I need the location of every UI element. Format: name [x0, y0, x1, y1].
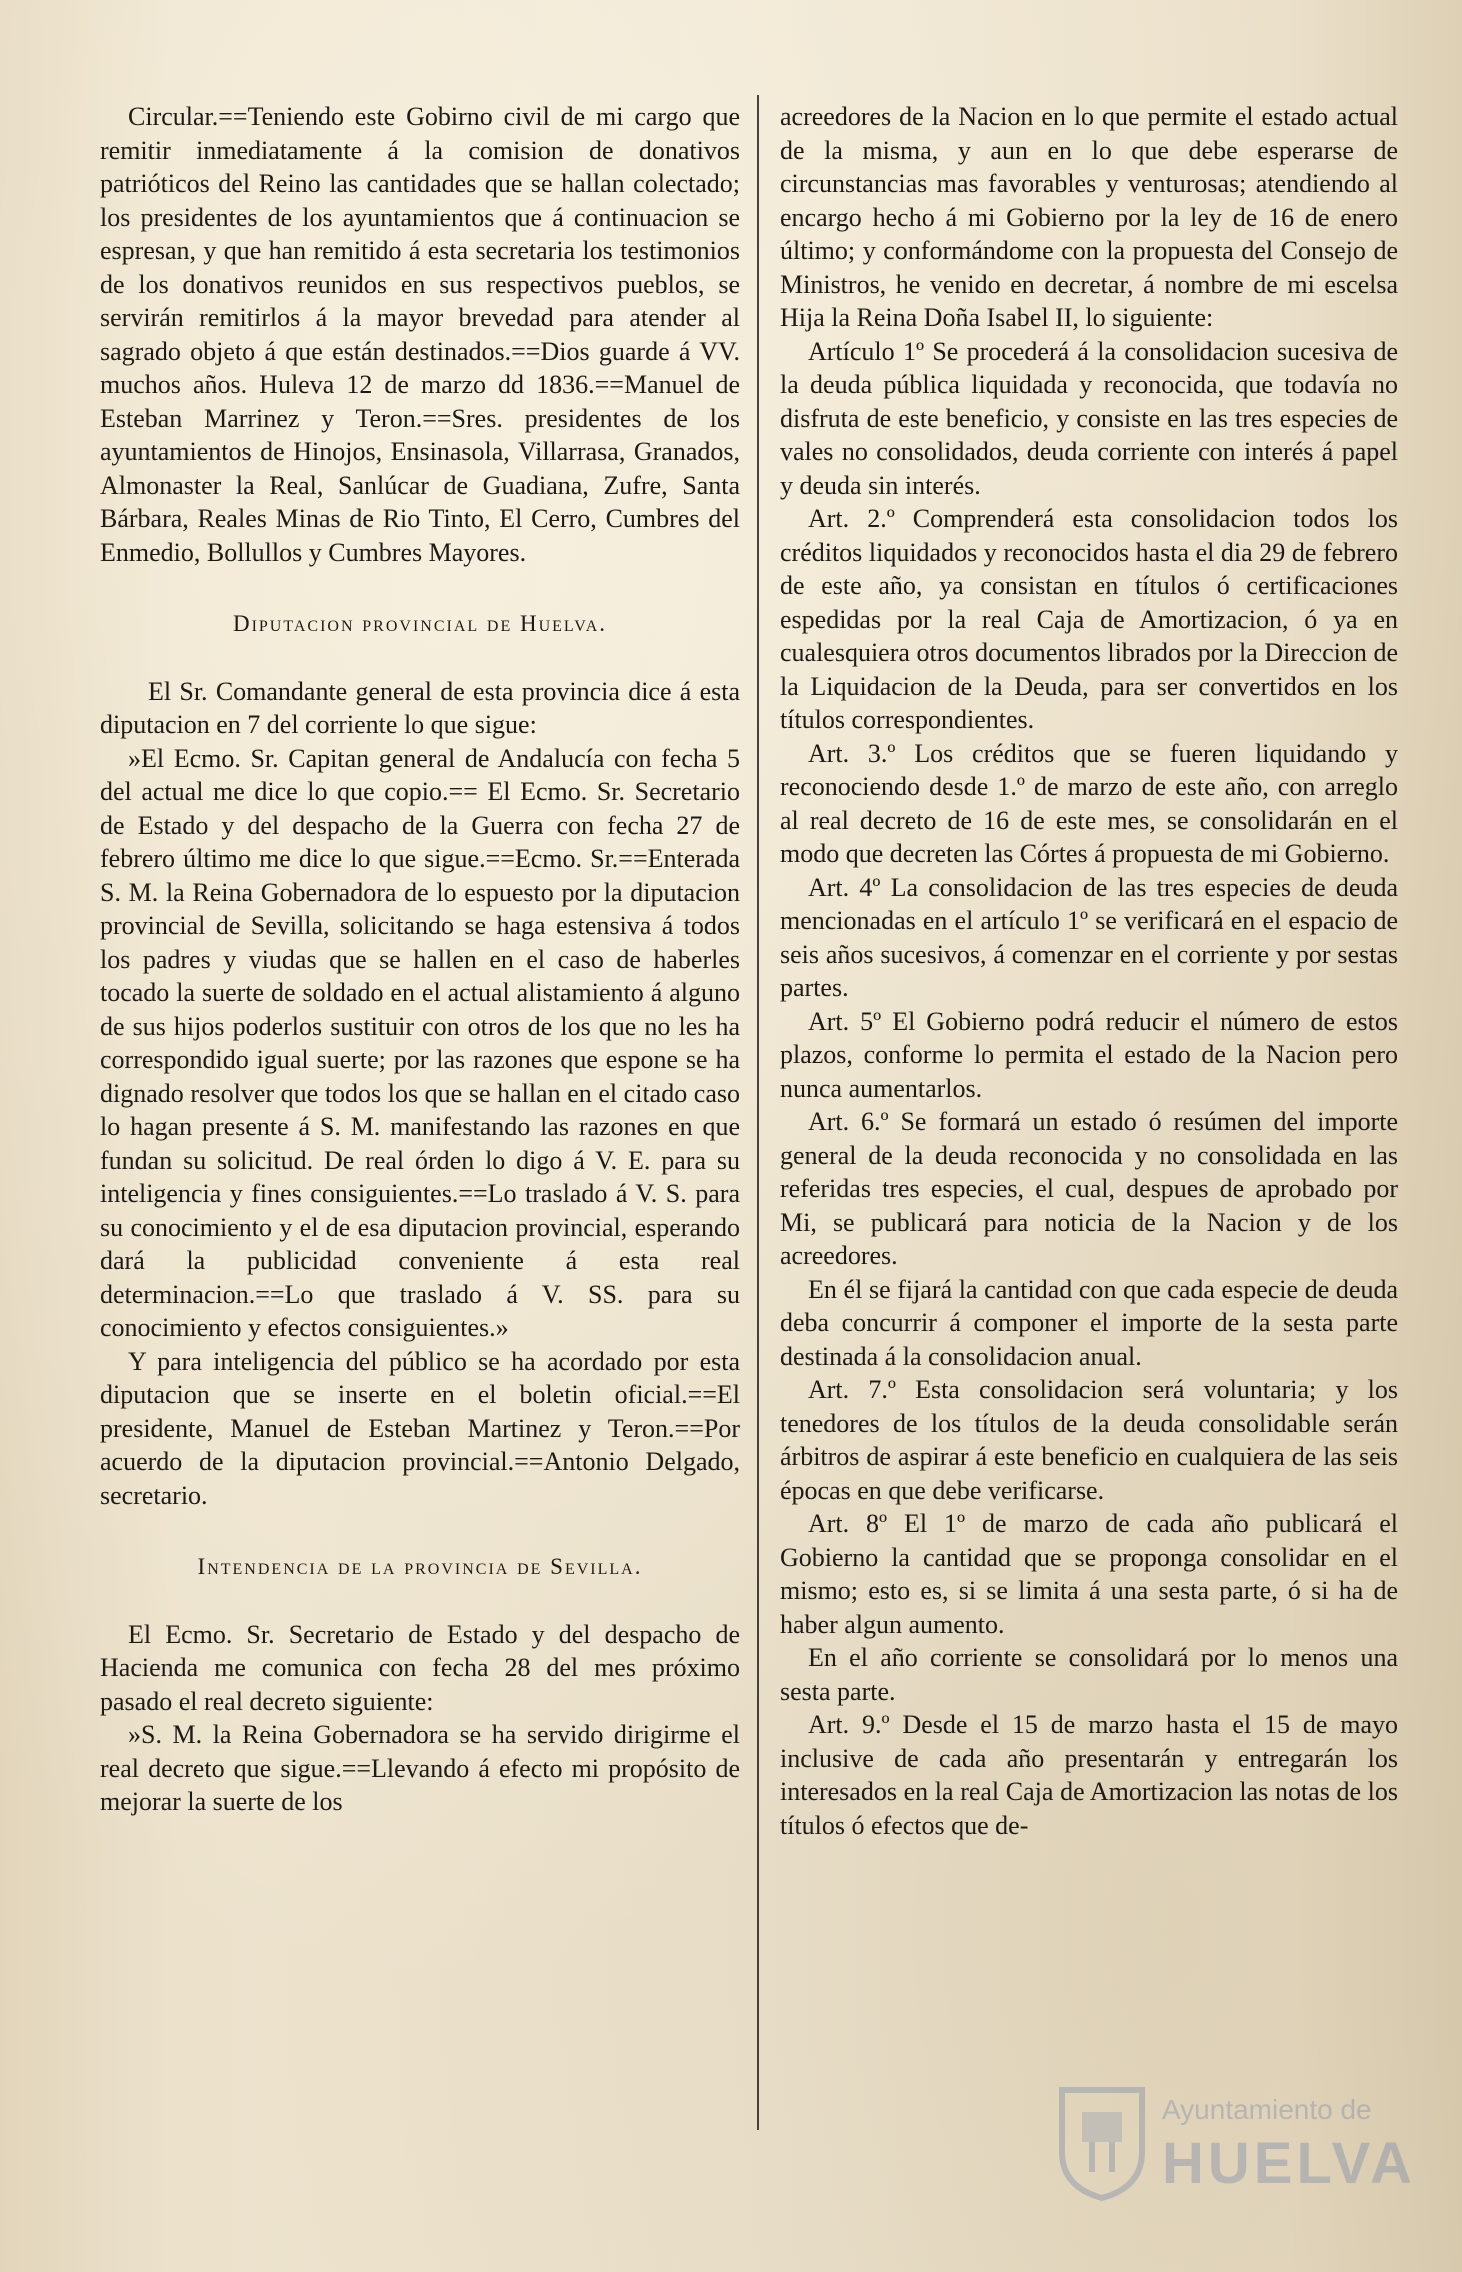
left-column — [100, 100, 740, 2110]
circular-paragraph: Circular.==Teniendo este Gobirno civil de mi cargo que remitir inmediatamente á la comision de donativos patrióticos del Reino las cantidades que se hallan colectado; los presidentes de los ayuntamientos que á continuacion se espresan, y que han remitido á esta secretaria los testimonios de los donativos reunidos en sus respectivos pueblos, se servirán remitirlos á la mayor brevedad para atender al sagrado objeto á que están destinados.==Dios guarde á VV. muchos años. Huleva 12 de marzo dd 1836.==Manuel de Esteban Marrinez y Teron.==Sres. presidentes de los ayuntamientos de Hinojos, Ensinasola, Villarrasa, Granados, Almonaster la Real, Sanlúcar de Guadiana, Zufre, Santa Bárbara, Reales Minas de Rio Tinto, El Cerro, Cumbres del Enmedio, Bollullos y Cumbres Mayores. — [100, 102, 740, 567]
diputacion-intro: El Sr. Comandante general de esta provincia dice á esta diputacion en 7 del corriente lo que sigue: — [100, 676, 740, 739]
article-8: Art. 8º El 1º de marzo de cada año publicará el Gobierno la cantidad que se proponga consolidar en el mismo; esto es, si se limita á una sesta parte, ó si ha de haber algun aumento. — [780, 1509, 1398, 1639]
article-1: Artículo 1º Se procederá á la consolidacion sucesiva de la deuda pública liquidada y reconocida, que todavía no disfruta de este beneficio, y consiste en las tres especies de vales no consolidados, deuda corriente con interés á papel y deuda sin interés. — [780, 336, 1398, 500]
article-9: Art. 9.º Desde el 15 de marzo hasta el 15 de mayo inclusive de cada año presentarán y entregarán los interesados en la real Caja de Amortizacion las notas de los títulos ó efectos que de- — [780, 1710, 1398, 1840]
heading-diputacion: Diputacion provincial de Huelva. — [232, 611, 608, 636]
diputacion-body: »El Ecmo. Sr. Capitan general de Andalucía con fecha 5 del actual me dice lo que copio.== El Ecmo. Sr. Secretario de Estado y del despacho de la Guerra con fecha 27 de febrero último me dice lo que sigue.==Ecmo. Sr.==Enterada S. M. la Reina Gobernadora de lo espuesto por la diputacion provincial de Sevilla, solicitando se haga estensiva á todos los padres y viudas que se hallen en el caso de haberles tocado la suerte de soldado en el actual alistamiento á alguno de sus hijos poderlos sustituir con otros de los que no les ha correspondido igual suerte; por las razones que espone se ha dignado resolver que todos los que se hallan en el citado caso lo hagan presente á S. M. manifestando las razones en que fundan su solicitud. De real órden lo digo á V. E. para su inteligencia y fines consiguientes.==Lo traslado á V. S. para su conocimiento y el de esa diputacion provincial, esperando dará la publicidad conveniente á esta real determinacion.==Lo que traslado á V. SS. para su conocimiento y efectos consiguientes.» — [100, 743, 740, 1342]
intendencia-body: »S. M. la Reina Gobernadora se ha servido dirigirme el real decreto que sigue.==Llevando á efecto mi propósito de mejorar la suerte de los — [100, 1720, 740, 1816]
diputacion-close: Y para inteligencia del público se ha acordado por esta diputacion que se inserte en el boletin oficial.==El presidente, Manuel de Esteban Martinez y Teron.==Por acuerdo de la diputacion provincial.==Antonio Delgado, secretario. — [100, 1346, 740, 1510]
article-2: Art. 2.º Comprenderá esta consolidacion todos los créditos liquidados y reconocidos hasta el dia 29 de febrero de este año, ya consistan en títulos ó certificaciones espedidas por la real Caja de Amortizacion, ó ya en cualesquiera otros documentos librados por la Direccion de la Liquidacion de la Deuda, para ser convertidos en los títulos correspondientes. — [780, 504, 1398, 734]
right-column — [780, 100, 1398, 2110]
watermark-line1: Ayuntamiento de — [1162, 2094, 1372, 2125]
archive-watermark — [1052, 2072, 1416, 2212]
coat-of-arms-icon — [1052, 2082, 1152, 2202]
article-6-continued: En él se fijará la cantidad con que cada especie de deuda deba concurrir á componer el importe de la sesta parte destinada á la consolidacion anual. — [780, 1274, 1398, 1371]
article-6: Art. 6.º Se formará un estado ó resúmen del importe general de la deuda reconocida y no consolidada en las referidas tres especies, el cual, despues de aprobado por Mi, se publicará para noticia de la Nacion y de los acreedores. — [780, 1107, 1398, 1270]
article-3: Art. 3.º Los créditos que se fueren liquidando y reconociendo desde 1.º de marzo de este año, con arreglo al real decreto de 16 de este mes, se consolidarán en el modo que decreten las Córtes á propuesta de mi Gobierno. — [780, 738, 1398, 868]
intendencia-intro: El Ecmo. Sr. Secretario de Estado y del despacho de Hacienda me comunica con fecha 28 del mes próximo pasado el real decreto siguiente: — [100, 1619, 740, 1716]
column-divider — [757, 95, 759, 2130]
heading-intendencia: Intendencia de la provincia de Sevilla. — [197, 1554, 643, 1579]
article-5: Art. 5º El Gobierno podrá reducir el número de estos plazos, conforme lo permita el estado de la Nacion pero nunca aumentarlos. — [780, 1006, 1398, 1103]
article-4: Art. 4º La consolidacion de las tres especies de deuda mencionadas en el artículo 1º se verificará en el espacio de seis años sucesivos, á comenzar en el corriente y por sestas partes. — [780, 872, 1398, 1002]
article-7: Art. 7.º Esta consolidacion será voluntaria; y los tenedores de los títulos de la deuda consolidable serán árbitros de aspirar á este beneficio en cualquiera de las seis épocas en que debe verificarse. — [780, 1375, 1398, 1505]
decree-continuation: acreedores de la Nacion en lo que permite el estado actual de la misma, y aun en lo que debe esperarse de circunstancias mas favorables y venturosas; atendiendo al encargo hecho á mi Gobierno por la ley de 16 de enero último; y conformándome con la propuesta del Consejo de Ministros, he venido en decretar, á nombre de mi escelsa Hija la Reina Doña Isabel II, lo siguiente: — [780, 102, 1398, 332]
watermark-line2: HUELVA — [1162, 2131, 1416, 2196]
article-8-continued: En el año corriente se consolidará por lo menos una sesta parte. — [780, 1643, 1398, 1706]
